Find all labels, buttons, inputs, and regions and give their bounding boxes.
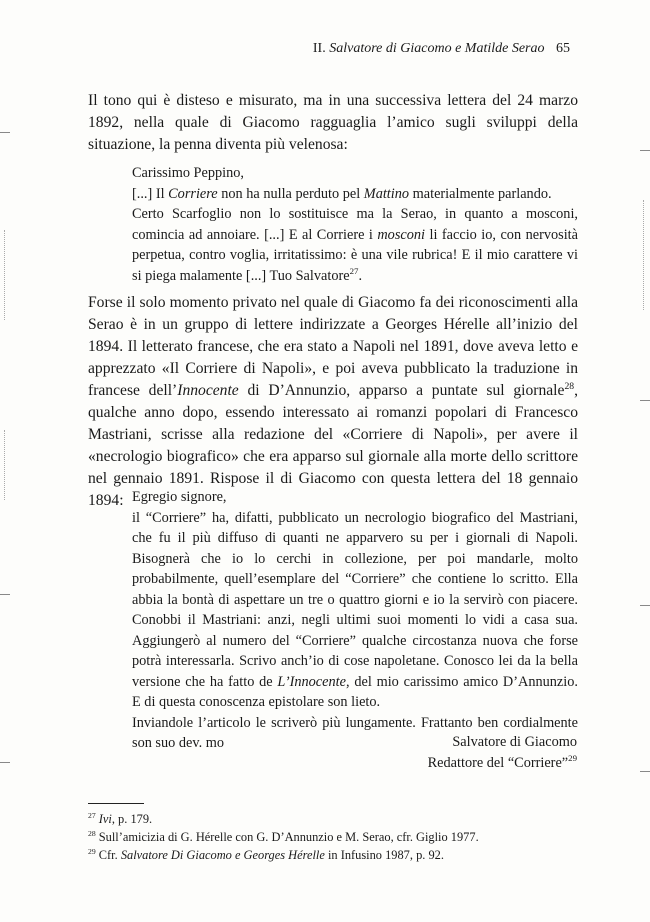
footnote-text: Sull’amicizia di G. Hérelle con G. D’Annunzio e M. Serao, cfr. Giglio 1977. bbox=[98, 830, 479, 844]
footnote-text: in Infusino 1987, p. 92. bbox=[324, 848, 444, 862]
quote-1-text: Certo Scarfoglio non lo sostituisce ma la Serao, in quanto a mosconi, comincia ad annoiare. [...] E al Corriere i bbox=[132, 206, 578, 243]
quote-2-text: , del mio carissimo amico D’Annunzio. E di questa conoscenza epistolare son lieto. bbox=[132, 673, 578, 710]
quote-1-text: materialmente parlando. bbox=[409, 185, 552, 202]
footnote-ref-28[interactable]: 28 bbox=[564, 380, 575, 392]
footnote-rule bbox=[88, 803, 144, 804]
footnote-text: , p. 179. bbox=[111, 812, 153, 826]
paragraph-2-span: Forse il solo momento privato nel quale di Giacomo fa dei riconoscimenti alla Serao è in un gruppo di lettere indirizzate a Georges Hérelle all’inizio del 1894. Il letterato francese, che era stato a Napoli nel 1891, dove aveva letto e apprezzato «Il Corriere di Napoli», e poi aveva pubblicato la traduzione in francese dell’ bbox=[88, 294, 578, 399]
scan-mark bbox=[0, 132, 10, 133]
footnote-number: 27 bbox=[88, 810, 96, 820]
running-head bbox=[313, 41, 570, 57]
quoted-letter-2 bbox=[132, 487, 578, 754]
quote-1-italic: Mattino bbox=[363, 185, 410, 202]
quote-1-text: non ha nulla perduto pel bbox=[217, 185, 364, 202]
quote-2-italic: L’Innocente bbox=[277, 673, 346, 690]
footnote-italic: Ivi bbox=[98, 812, 112, 826]
footnote-italic: Salvatore Di Giacomo e Georges Hérelle bbox=[120, 848, 325, 862]
quote-1-salutation: Carissimo Peppino, bbox=[132, 165, 244, 181]
paragraph-1 bbox=[88, 90, 578, 156]
quote-2-salutation: Egregio signore, bbox=[132, 489, 227, 505]
scan-line bbox=[4, 430, 5, 500]
paragraph-1-text: Il tono qui è disteso e misurato, ma in una successiva lettera del 24 marzo 1892, nella quale di Giacomo ragguaglia l’amico sugli sviluppi della situazione, la penna diventa più velenosa: bbox=[88, 92, 578, 153]
footnote-27 bbox=[88, 810, 578, 828]
footnote-number: 28 bbox=[88, 828, 96, 838]
paragraph-2-span: di D’Annunzio, apparso a puntate sul giornale bbox=[238, 382, 565, 399]
quote-1-text: [...] Il bbox=[132, 185, 169, 202]
paragraph-2-span: , qualche anno dopo, essendo interessato ai romanzi popolari di Francesco Mastriani, scrisse alla redazione del «Corriere di Napoli», per avere il «necrologio biografico» che era apparso sul giornale alla morte dello scrittore nel gennaio 1891. Rispose il di Giacomo con questa lettera del 18 gennaio 1894: bbox=[88, 382, 578, 509]
scan-mark bbox=[640, 605, 650, 606]
scan-mark bbox=[0, 762, 10, 763]
scan-mark bbox=[0, 594, 10, 595]
quote-2-body bbox=[132, 508, 578, 713]
paragraph-2-italic: Innocente bbox=[177, 382, 239, 399]
quote-1-italic: Corriere bbox=[168, 185, 218, 202]
scan-mark bbox=[640, 771, 650, 772]
paragraph-2-text bbox=[88, 292, 578, 512]
scan-mark bbox=[640, 400, 650, 401]
signature-role bbox=[428, 753, 577, 774]
signature-role-text: Redattore del “Corriere” bbox=[427, 754, 569, 771]
quote-1-line-1 bbox=[132, 184, 578, 205]
page-number: 65 bbox=[556, 41, 570, 56]
footnote-ref-29[interactable]: 29 bbox=[568, 752, 577, 763]
quote-1-line-2: Certo Scarfoglio non lo sostituisce ma la Serao, in quanto a mosconi, comincia ad annoiare. [...] E al Corriere i mosconi li faccio io, con nervosità perpetua, contro voglia, irritatissimo: è una vile rubrica! E il mio carattere vi si piega malamente [...] Tuo Salvatore$^{27}$. bbox=[132, 206, 578, 284]
quote-2-closing: Inviandole l’articolo le scriverò più lungamente. Frattanto ben cordialmente son suo dev. mo bbox=[132, 714, 578, 751]
scan-mark bbox=[640, 150, 650, 151]
paragraph-2 bbox=[88, 292, 578, 512]
footnote-text: Cfr. bbox=[98, 848, 121, 862]
scan-line bbox=[643, 200, 644, 310]
quote-1-italic: mosconi bbox=[377, 226, 426, 243]
quote-2-text: il “Corriere” ha, difatti, pubblicato un necrologio biografico del Mastriani, che fu il più diffuso di quanti ne apparvero su per i giornali di Napoli. Bisognerà che io lo cerchi in collezione, per poi mandarle, molto probabilmente, quell’esemplare del “Corriere” che contiene lo scritto. Ella abbia la bontà di aspettare un tre o quattro giorni e io la servirò con piacere. Conobbi il Mastriani: anzi, negli ultimi suoi momenti lo vidi a casa sua. Aggiungerò al numero del “Corriere” qualche circostanza nuova che forse potrà interessarla. Scrivo anch’io di cose napoletane. Conosco lei da la bella versione che ha fatto de bbox=[132, 509, 578, 690]
quote-1-text: li faccio io, con nervosità perpetua, contro voglia, irritatissimo: è una vile rubrica! E il mio carattere vi si piega malamente [...] Tuo Salvatore bbox=[132, 226, 578, 284]
signature-block bbox=[428, 732, 577, 773]
chapter-title: Salvatore di Giacomo e Matilde Serao bbox=[329, 41, 545, 56]
footnotes bbox=[88, 810, 578, 864]
footnote-ref-27[interactable]: 27 bbox=[349, 265, 359, 276]
footnote-29 bbox=[88, 846, 578, 864]
signature-name: Salvatore di Giacomo bbox=[452, 734, 577, 750]
footnote-28 bbox=[88, 828, 578, 846]
footnote-number: 29 bbox=[88, 846, 96, 856]
chapter-number: II. bbox=[312, 41, 326, 56]
quoted-letter-1 bbox=[132, 163, 578, 286]
scan-line bbox=[4, 230, 5, 320]
